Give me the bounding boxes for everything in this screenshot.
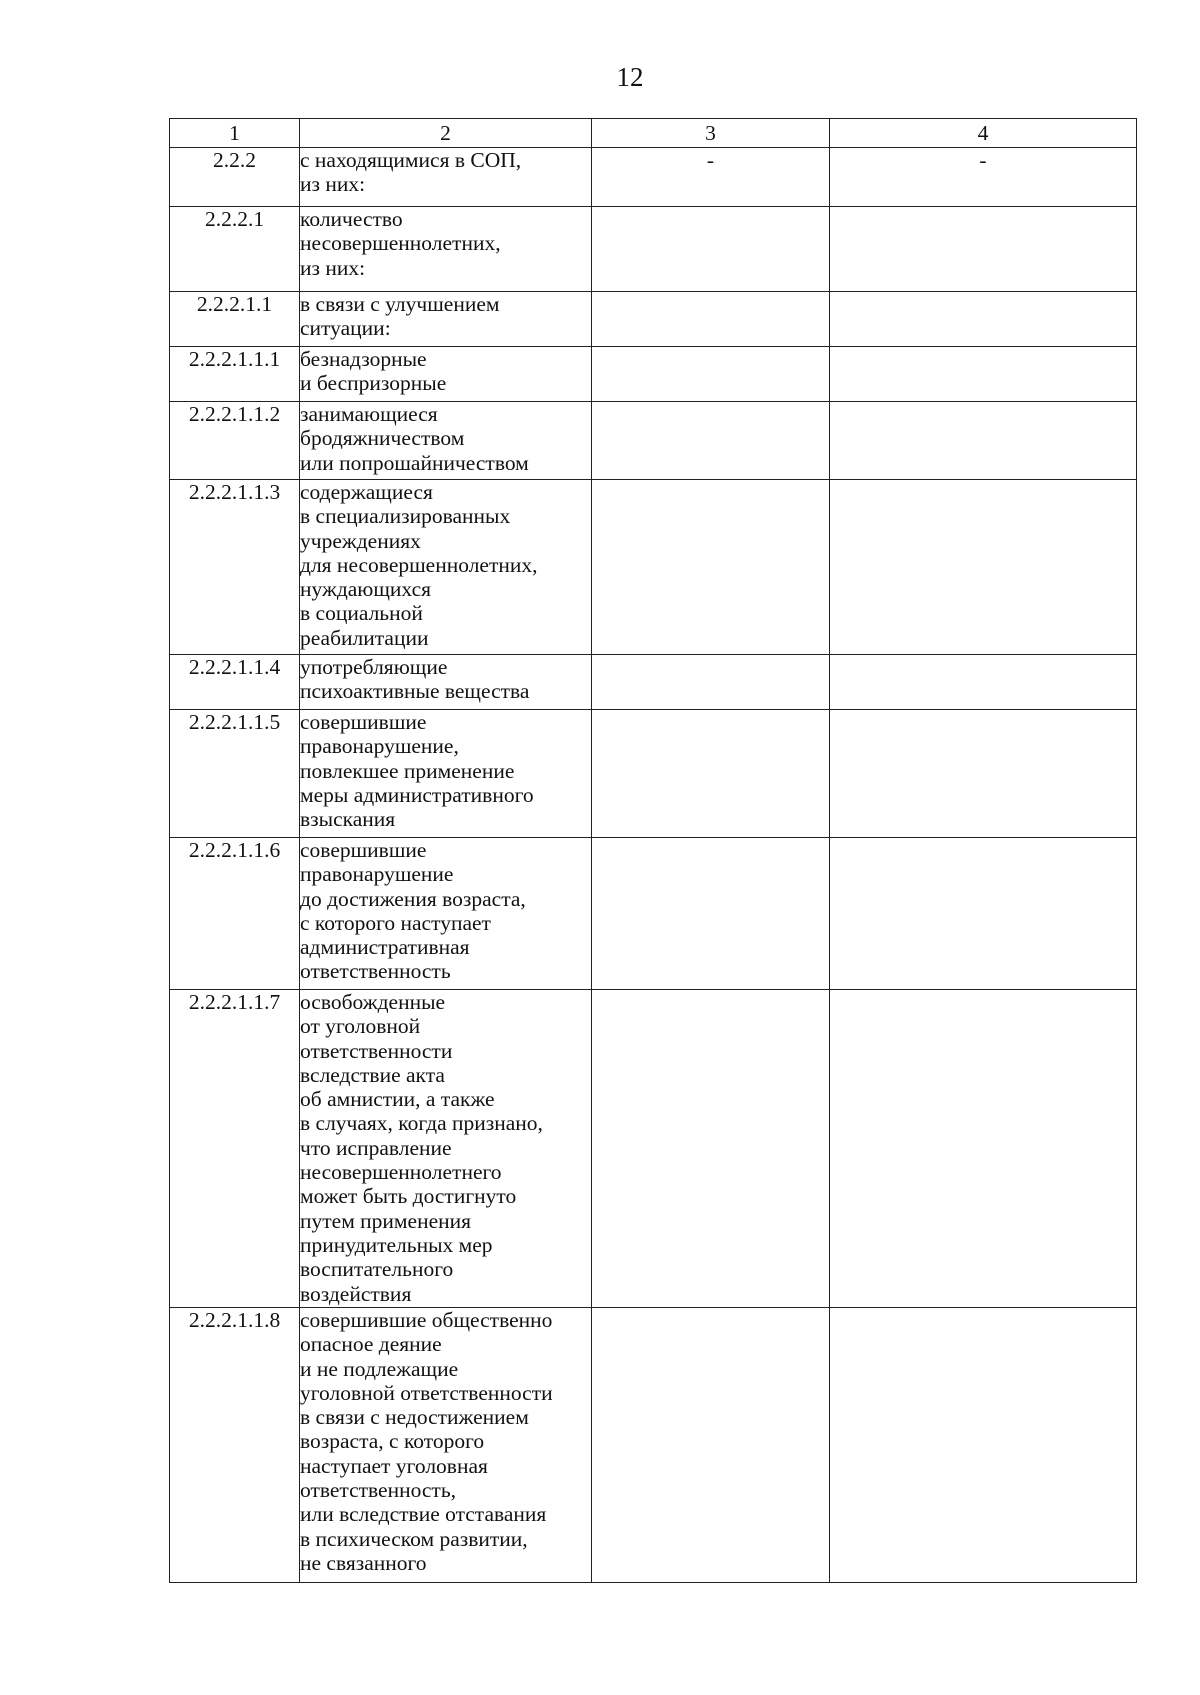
row-code: 2.2.2 (170, 148, 300, 207)
row-value-col3 (592, 402, 830, 480)
row-description: с находящимися в СОП, из них: (300, 148, 592, 207)
table-row (170, 480, 1137, 655)
row-description: содержащиеся в специализированных учреждениях для несовершеннолетних, нуждающихся в социальной реабилитации (300, 480, 592, 655)
row-value-col4 (830, 347, 1137, 402)
row-value-col4 (830, 1308, 1137, 1583)
table-row (170, 710, 1137, 838)
page-number: 12 (616, 62, 644, 92)
row-value-col3 (592, 480, 830, 655)
table-row (170, 838, 1137, 990)
row-code: 2.2.2.1.1.5 (170, 710, 300, 838)
row-code: 2.2.2.1.1 (170, 292, 300, 347)
row-value-col4 (830, 838, 1137, 990)
row-code: 2.2.2.1.1.1 (170, 347, 300, 402)
row-description: занимающиеся бродяжничеством или попрошайничеством (300, 402, 592, 480)
row-value-col4 (830, 655, 1137, 710)
report-table (169, 118, 1137, 1583)
row-value-col3 (592, 990, 830, 1308)
table-header-row (170, 119, 1137, 148)
row-description: совершившие общественно опасное деяние и не подлежащие уголовной ответственности в связи с недостижением возраста, с которого наступает уголовная ответственность, или вследствие отставания в психическом развитии, не связанного (300, 1308, 592, 1583)
row-value-col3: - (592, 148, 830, 207)
row-code: 2.2.2.1.1.8 (170, 1308, 300, 1583)
row-value-col3 (592, 347, 830, 402)
row-value-col4 (830, 990, 1137, 1308)
row-value-col4: - (830, 148, 1137, 207)
column-header: 4 (830, 119, 1137, 148)
row-description: количество несовершеннолетних, из них: (300, 207, 592, 292)
table-row (170, 402, 1137, 480)
row-description: совершившие правонарушение, повлекшее применение меры административного взыскания (300, 710, 592, 838)
row-description: безнадзорные и беспризорные (300, 347, 592, 402)
row-description: освобожденные от уголовной ответственности вследствие акта об амнистии, а также в случаях, когда признано, что исправление несовершеннолетнего может быть достигнуто путем применения принудительных мер воспитательного воздействия (300, 990, 592, 1308)
row-value-col3 (592, 655, 830, 710)
row-value-col3 (592, 710, 830, 838)
column-header: 1 (170, 119, 300, 148)
table-row (170, 347, 1137, 402)
row-description: совершившие правонарушение до достижения возраста, с которого наступает административная ответственность (300, 838, 592, 990)
row-value-col3 (592, 838, 830, 990)
table-row (170, 148, 1137, 207)
row-code: 2.2.2.1.1.7 (170, 990, 300, 1308)
row-description: употребляющие психоактивные вещества (300, 655, 592, 710)
row-value-col3 (592, 292, 830, 347)
row-code: 2.2.2.1.1.3 (170, 480, 300, 655)
column-header: 3 (592, 119, 830, 148)
row-value-col3 (592, 1308, 830, 1583)
table-row (170, 1308, 1137, 1583)
table-row (170, 990, 1137, 1308)
row-code: 2.2.2.1.1.4 (170, 655, 300, 710)
row-code: 2.2.2.1 (170, 207, 300, 292)
row-value-col4 (830, 480, 1137, 655)
row-value-col4 (830, 207, 1137, 292)
row-code: 2.2.2.1.1.6 (170, 838, 300, 990)
row-value-col3 (592, 207, 830, 292)
row-code: 2.2.2.1.1.2 (170, 402, 300, 480)
table-row (170, 655, 1137, 710)
row-value-col4 (830, 402, 1137, 480)
table-row (170, 207, 1137, 292)
column-header: 2 (300, 119, 592, 148)
row-value-col4 (830, 710, 1137, 838)
table-row (170, 292, 1137, 347)
row-value-col4 (830, 292, 1137, 347)
row-description: в связи с улучшением ситуации: (300, 292, 592, 347)
